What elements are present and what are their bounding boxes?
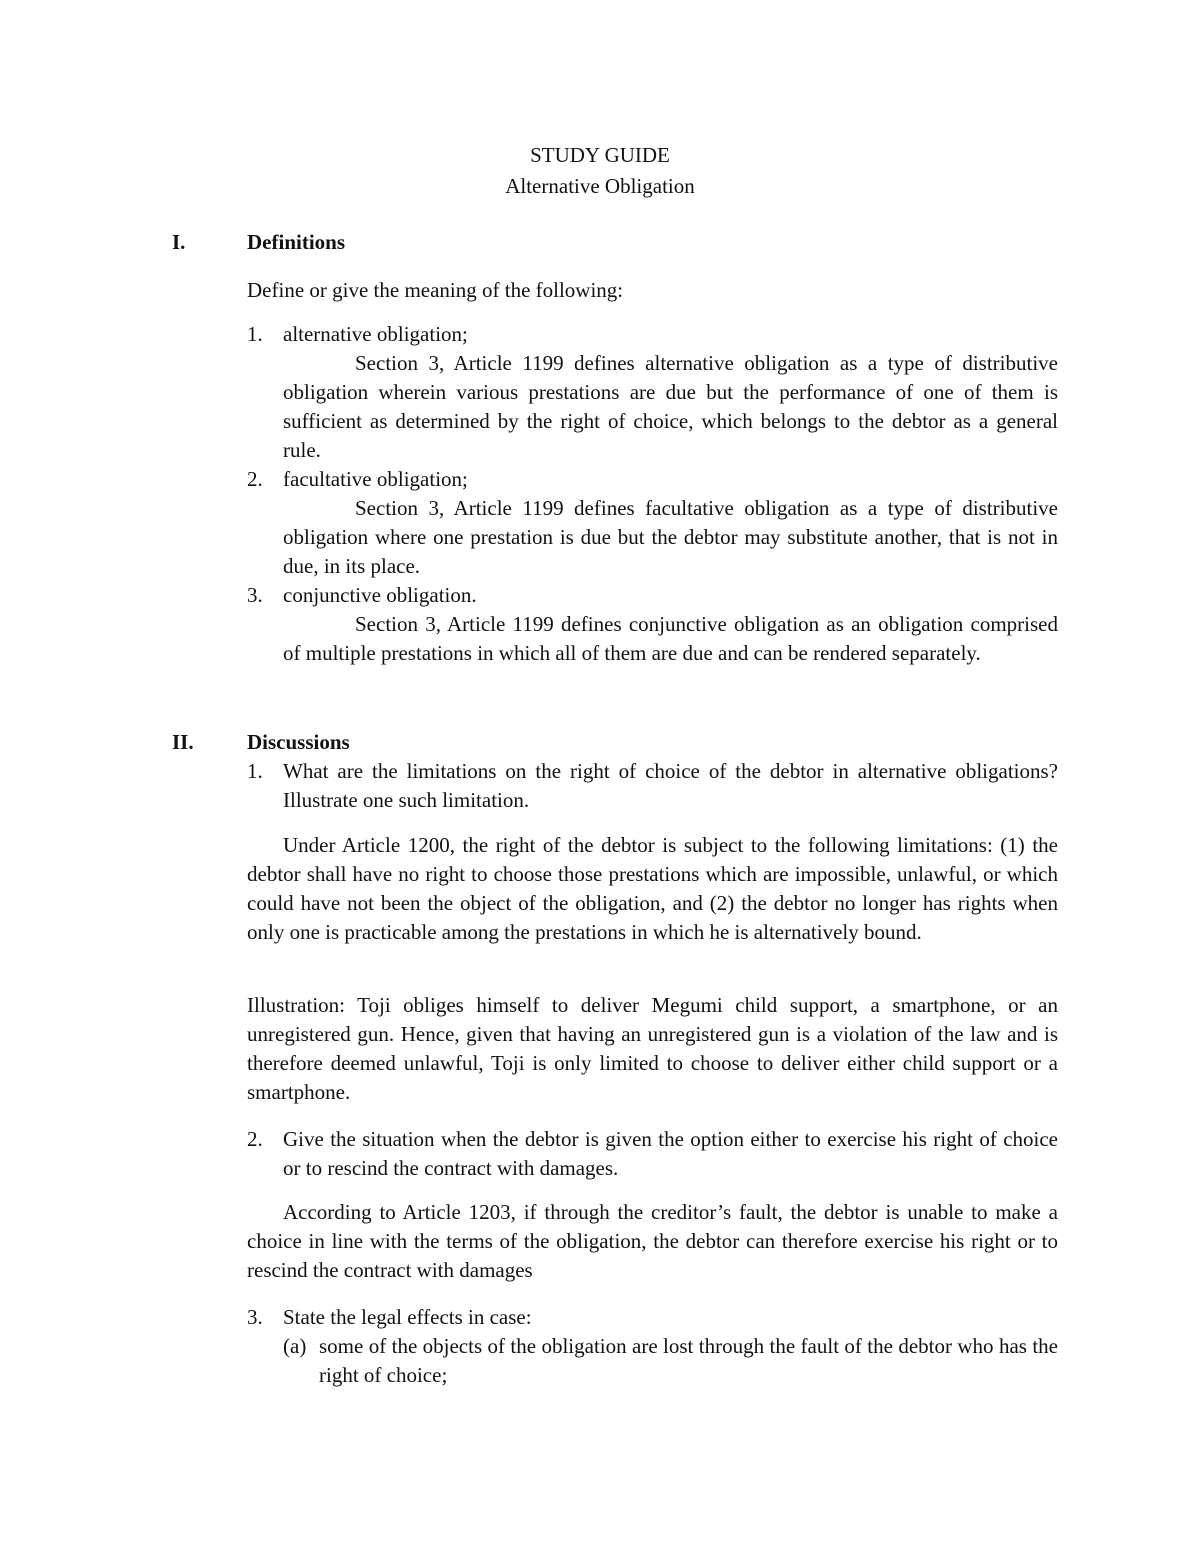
section-2-heading xyxy=(172,728,350,757)
definitions-list xyxy=(247,320,1058,668)
definition-term: alternative obligation; xyxy=(283,322,468,346)
section-1-title: Definitions xyxy=(247,230,346,254)
question-text: State the legal effects in case: xyxy=(283,1305,532,1329)
question-number: 3. xyxy=(247,1305,263,1329)
answer-text: According to Article 1203, if through the creditor’s fault, the debtor is unable to make a choice in line with the terms of the obligation, the debtor can therefore exercise his right or to rescind the contract with damages xyxy=(247,1200,1058,1282)
definition-text: Section 3, Article 1199 defines alternative obligation as a type of distributive obligation wherein various prestations are due but the performance of one of them is sufficient as determined by the right of choice, which belongs to the debtor as a general rule. xyxy=(283,351,1058,462)
item-number: 3. xyxy=(247,583,263,607)
list-item xyxy=(247,465,1058,581)
question-2 xyxy=(247,1125,1058,1183)
document-subtitle: Alternative Obligation xyxy=(505,174,695,198)
answer-text: Under Article 1200, the right of the debtor is subject to the following limitations: (1) the debtor shall have no right to choose those prestations which are impossible, unlawful, or which could have not been the object of the obligation, and (2) the debtor no longer has rights when only one is practicable among the prestations in which he is alternatively bound. xyxy=(247,833,1058,944)
section-2-title: Discussions xyxy=(247,730,350,754)
sub-item-text: some of the objects of the obligation are lost through the fault of the debtor who has the right of choice; xyxy=(319,1334,1058,1387)
question-3 xyxy=(247,1303,1058,1390)
title-block xyxy=(0,140,1200,202)
answer-2 xyxy=(247,1198,1058,1285)
definition-term: conjunctive obligation. xyxy=(283,583,477,607)
sub-item xyxy=(283,1332,1058,1390)
question-text: What are the limitations on the right of choice of the debtor in alternative obligations? Illustrate one such limitation. xyxy=(283,759,1058,812)
definition-text: Section 3, Article 1199 defines conjunctive obligation as an obligation comprised of multiple prestations in which all of them are due and can be rendered separately. xyxy=(283,612,1058,665)
section-1-heading xyxy=(172,228,345,257)
list-item xyxy=(247,581,1058,668)
item-number: 1. xyxy=(247,322,263,346)
section-1-intro: Define or give the meaning of the following: xyxy=(247,278,624,302)
document-title: STUDY GUIDE xyxy=(530,143,670,167)
answer-1 xyxy=(247,831,1058,947)
question-number: 1. xyxy=(247,759,263,783)
section-1-number: I. xyxy=(172,230,186,254)
list-item xyxy=(247,320,1058,465)
item-number: 2. xyxy=(247,467,263,491)
illustration-1: Illustration: Toji obliges himself to deliver Megumi child support, a smartphone, or an unregistered gun. Hence, given that having an unregistered gun is a violation of the law and is therefore deemed unlawful, Toji is only limited to choose to deliver either child support or a smartphone. xyxy=(247,993,1058,1104)
definition-text: Section 3, Article 1199 defines facultative obligation as a type of distributive obligation where one prestation is due but the debtor may substitute another, that is not in due, in its place. xyxy=(283,496,1058,578)
definition-term: facultative obligation; xyxy=(283,467,468,491)
sub-item-label: (a) xyxy=(283,1334,307,1358)
question-number: 2. xyxy=(247,1127,263,1151)
question-1 xyxy=(247,757,1058,815)
question-text: Give the situation when the debtor is given the option either to exercise his right of choice or to rescind the contract with damages. xyxy=(283,1127,1058,1180)
section-2-number: II. xyxy=(172,730,194,754)
